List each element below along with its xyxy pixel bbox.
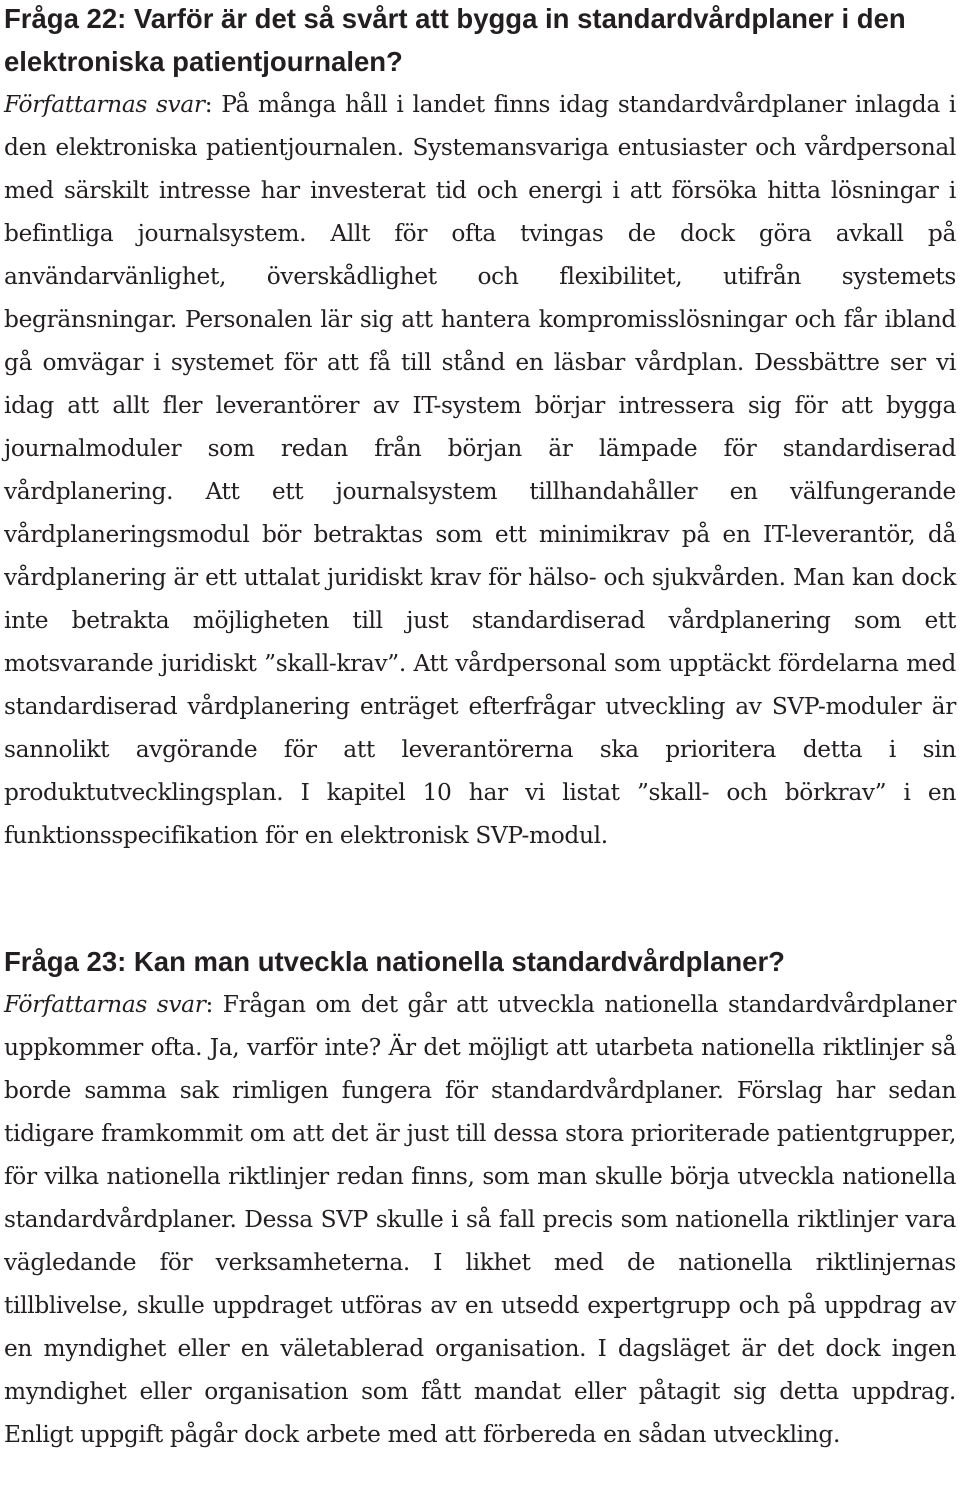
question-23-section <box>4 940 956 1456</box>
question-22-section <box>4 0 956 857</box>
question-23-answer <box>4 983 956 1456</box>
question-23-answer-label: Författarnas svar <box>4 991 206 1018</box>
question-23-heading: Fråga 23: Kan man utveckla nationella standardvårdplaner? <box>4 946 785 977</box>
question-22-answer-label: Författarnas svar <box>4 91 205 118</box>
question-23-answer-text: : Frågan om det går att utveckla nationella standardvårdplaner uppkommer ofta. Ja, varför inte? Är det möjligt att utarbeta nationella riktlinjer så borde samma sak rimligen fungera för standardvårdplaner. Förslag har sedan tidigare framkommit om att det är just till dessa stora prioriterade patientgrupper, för vilka nationella riktlinjer redan finns, som man skulle börja utveckla nationella standardvårdplaner. Dessa SVP skulle i så fall precis som nationella riktlinjer vara vägledande för verksamheterna. I likhet med de nationella riktlinjernas tillblivelse, skulle uppdraget utföras av en utsedd expertgrupp och på uppdrag av en myndighet eller en väletablerad organisation. I dagsläget är det dock ingen myndighet eller organisation som fått mandat eller påtagit sig detta uppdrag. Enligt uppgift pågår dock arbete med att förbereda en sådan utveckling. <box>4 991 956 1448</box>
question-22-answer <box>4 83 956 857</box>
question-22-heading: Fråga 22: Varför är det så svårt att bygga in standardvårdplaner i den elektroniska patientjournalen? <box>4 3 906 77</box>
question-22-answer-text: : På många håll i landet finns idag standardvårdplaner inlagda i den elektroniska patientjournalen. Systemansvariga entusiaster och vårdpersonal med särskilt intresse har investerat tid och energi i att försöka hitta lösningar i befintliga journalsystem. Allt för ofta tvingas de dock göra avkall på användarvänlighet, överskådlighet och flexibilitet, utifrån systemets begränsningar. Personalen lär sig att hantera kompromisslösningar och får ibland gå omvägar i systemet för att få till stånd en läsbar vårdplan. Dessbättre ser vi idag att allt fler leverantörer av IT-system börjar intressera sig för att bygga journalmoduler som redan från början är lämpade för standardiserad vårdplanering. Att ett journalsystem tillhandahåller en välfungerande vårdplaneringsmodul bör betraktas som ett minimikrav på en IT-leverantör, då vårdplanering är ett uttalat juridiskt krav för hälso- och sjukvården. Man kan dock inte betrakta möjligheten till just standardiserad vårdplanering som ett motsvarande juridiskt ”skall-krav”. Att vårdpersonal som upptäckt fördelarna med standardiserad vårdplanering enträget efterfrågar utveckling av SVP-moduler är sannolikt avgörande för att leverantörerna ska prioritera detta i sin produktutvecklingsplan. I kapitel 10 har vi listat ”skall- och börkrav” i en funktionsspecifikation för en elektronisk SVP-modul. <box>4 91 956 849</box>
